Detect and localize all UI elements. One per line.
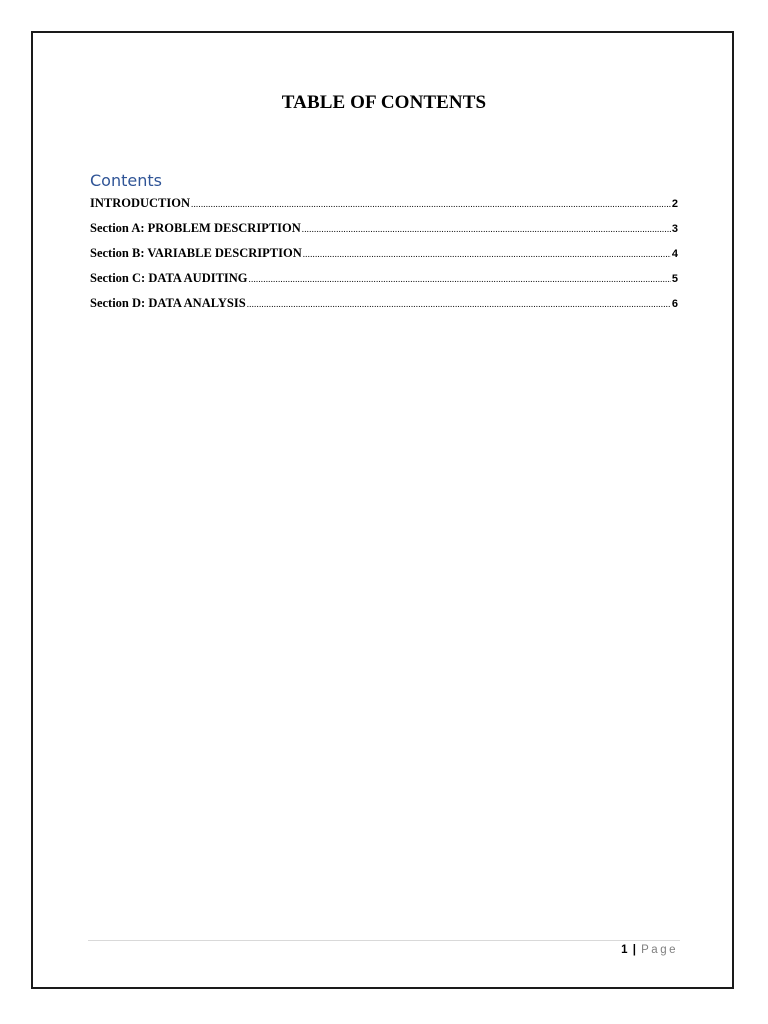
toc-page-number: 3: [671, 223, 678, 235]
toc-dot-leader: [247, 299, 671, 309]
toc-dot-leader: [303, 249, 671, 259]
toc-page-number: 4: [671, 248, 678, 260]
page-footer: [621, 944, 678, 956]
toc-entry-label: Section A: PROBLEM DESCRIPTION: [90, 221, 301, 235]
toc-dot-leader: [191, 199, 671, 209]
toc-entry-section-a[interactable]: [90, 221, 678, 246]
toc-dot-leader: [302, 224, 671, 234]
toc-entry-label: INTRODUCTION: [90, 196, 191, 210]
toc-entry-label: Section B: VARIABLE DESCRIPTION: [90, 246, 302, 260]
contents-heading: Contents: [90, 171, 162, 190]
toc-page-number: 2: [671, 198, 678, 210]
toc-entry-introduction[interactable]: [90, 196, 678, 221]
footer-separator: |: [632, 944, 636, 956]
toc-entry-section-b[interactable]: [90, 246, 678, 271]
footer-divider: [88, 940, 680, 941]
toc-page-number: 5: [671, 273, 678, 285]
toc-entry-label: Section C: DATA AUDITING: [90, 271, 248, 285]
toc-page-number: 6: [671, 298, 678, 310]
table-of-contents: [90, 196, 678, 321]
toc-entry-label: Section D: DATA ANALYSIS: [90, 296, 246, 310]
footer-page-label: Page: [641, 944, 678, 956]
toc-entry-section-c[interactable]: [90, 271, 678, 296]
document-title: TABLE OF CONTENTS: [281, 92, 487, 113]
toc-entry-section-d[interactable]: [90, 296, 678, 321]
toc-dot-leader: [249, 274, 671, 284]
footer-page-number: 1: [621, 944, 628, 956]
